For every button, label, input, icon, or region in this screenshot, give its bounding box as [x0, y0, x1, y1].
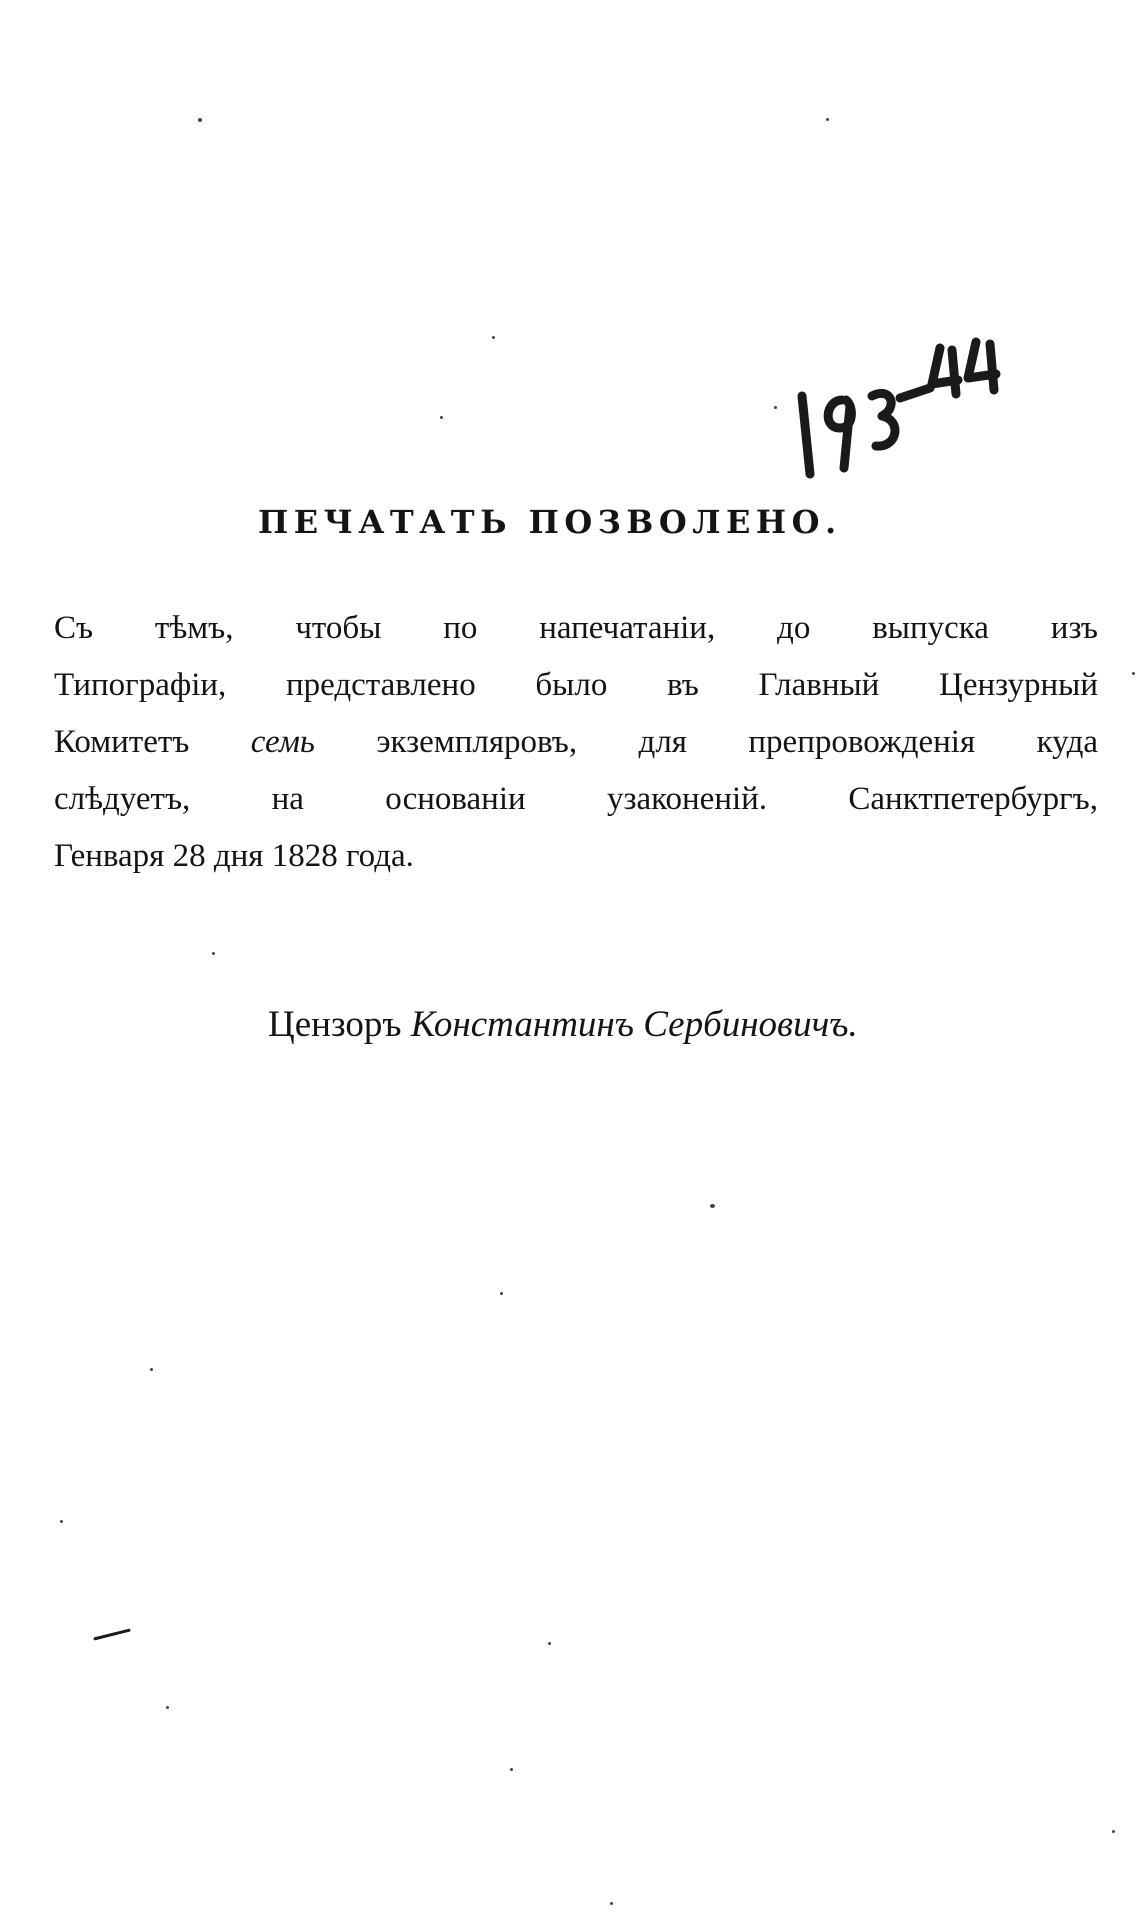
censor-title: Цензоръ — [268, 1004, 402, 1045]
notice-line — [54, 714, 1098, 771]
scan-speck — [150, 1368, 153, 1371]
scan-speck — [610, 1902, 613, 1905]
scan-speck — [826, 118, 829, 121]
scan-speck — [548, 1642, 551, 1645]
scan-speck — [510, 1768, 513, 1771]
scan-speck — [710, 1204, 715, 1208]
notice-line: слѣдуетъ, на основаніи узаконеній. Санктпетербургъ, — [54, 781, 1098, 817]
scan-speck — [500, 1292, 503, 1295]
scan-speck — [440, 416, 443, 419]
scan-speck — [1112, 1830, 1115, 1833]
notice-line: Генваря 28 дня 1828 года. — [54, 838, 414, 874]
censor-name: Константинъ Сербиновичъ. — [410, 1004, 858, 1045]
scan-speck — [492, 336, 495, 339]
notice-fragment: экземпляровъ, для препровожденія куда — [376, 724, 1099, 760]
scan-speck — [198, 118, 202, 122]
scan-speck — [60, 1520, 63, 1523]
permission-heading: ПЕЧАТАТЬ ПОЗВОЛЕНО. — [258, 503, 842, 541]
scan-speck — [774, 406, 777, 409]
notice-fragment: Комитетъ — [54, 724, 190, 760]
notice-line: Съ тѣмъ, чтобы по напечатаніи, до выпуска изъ — [54, 610, 1098, 646]
censor-signature — [268, 995, 1028, 1055]
handwritten-shelf-mark — [780, 336, 1020, 486]
notice-line: Типографіи, представлено было въ Главный Цензурный — [54, 667, 1098, 703]
handwritten-shelf-mark-drawing — [780, 336, 1020, 486]
censorship-notice — [54, 600, 1098, 885]
scan-speck — [166, 1706, 169, 1709]
scan-speck — [212, 952, 215, 955]
notice-italic-word: семь — [250, 724, 315, 760]
scan-speck — [1132, 672, 1135, 675]
pencil-dash-mark — [93, 1628, 131, 1640]
